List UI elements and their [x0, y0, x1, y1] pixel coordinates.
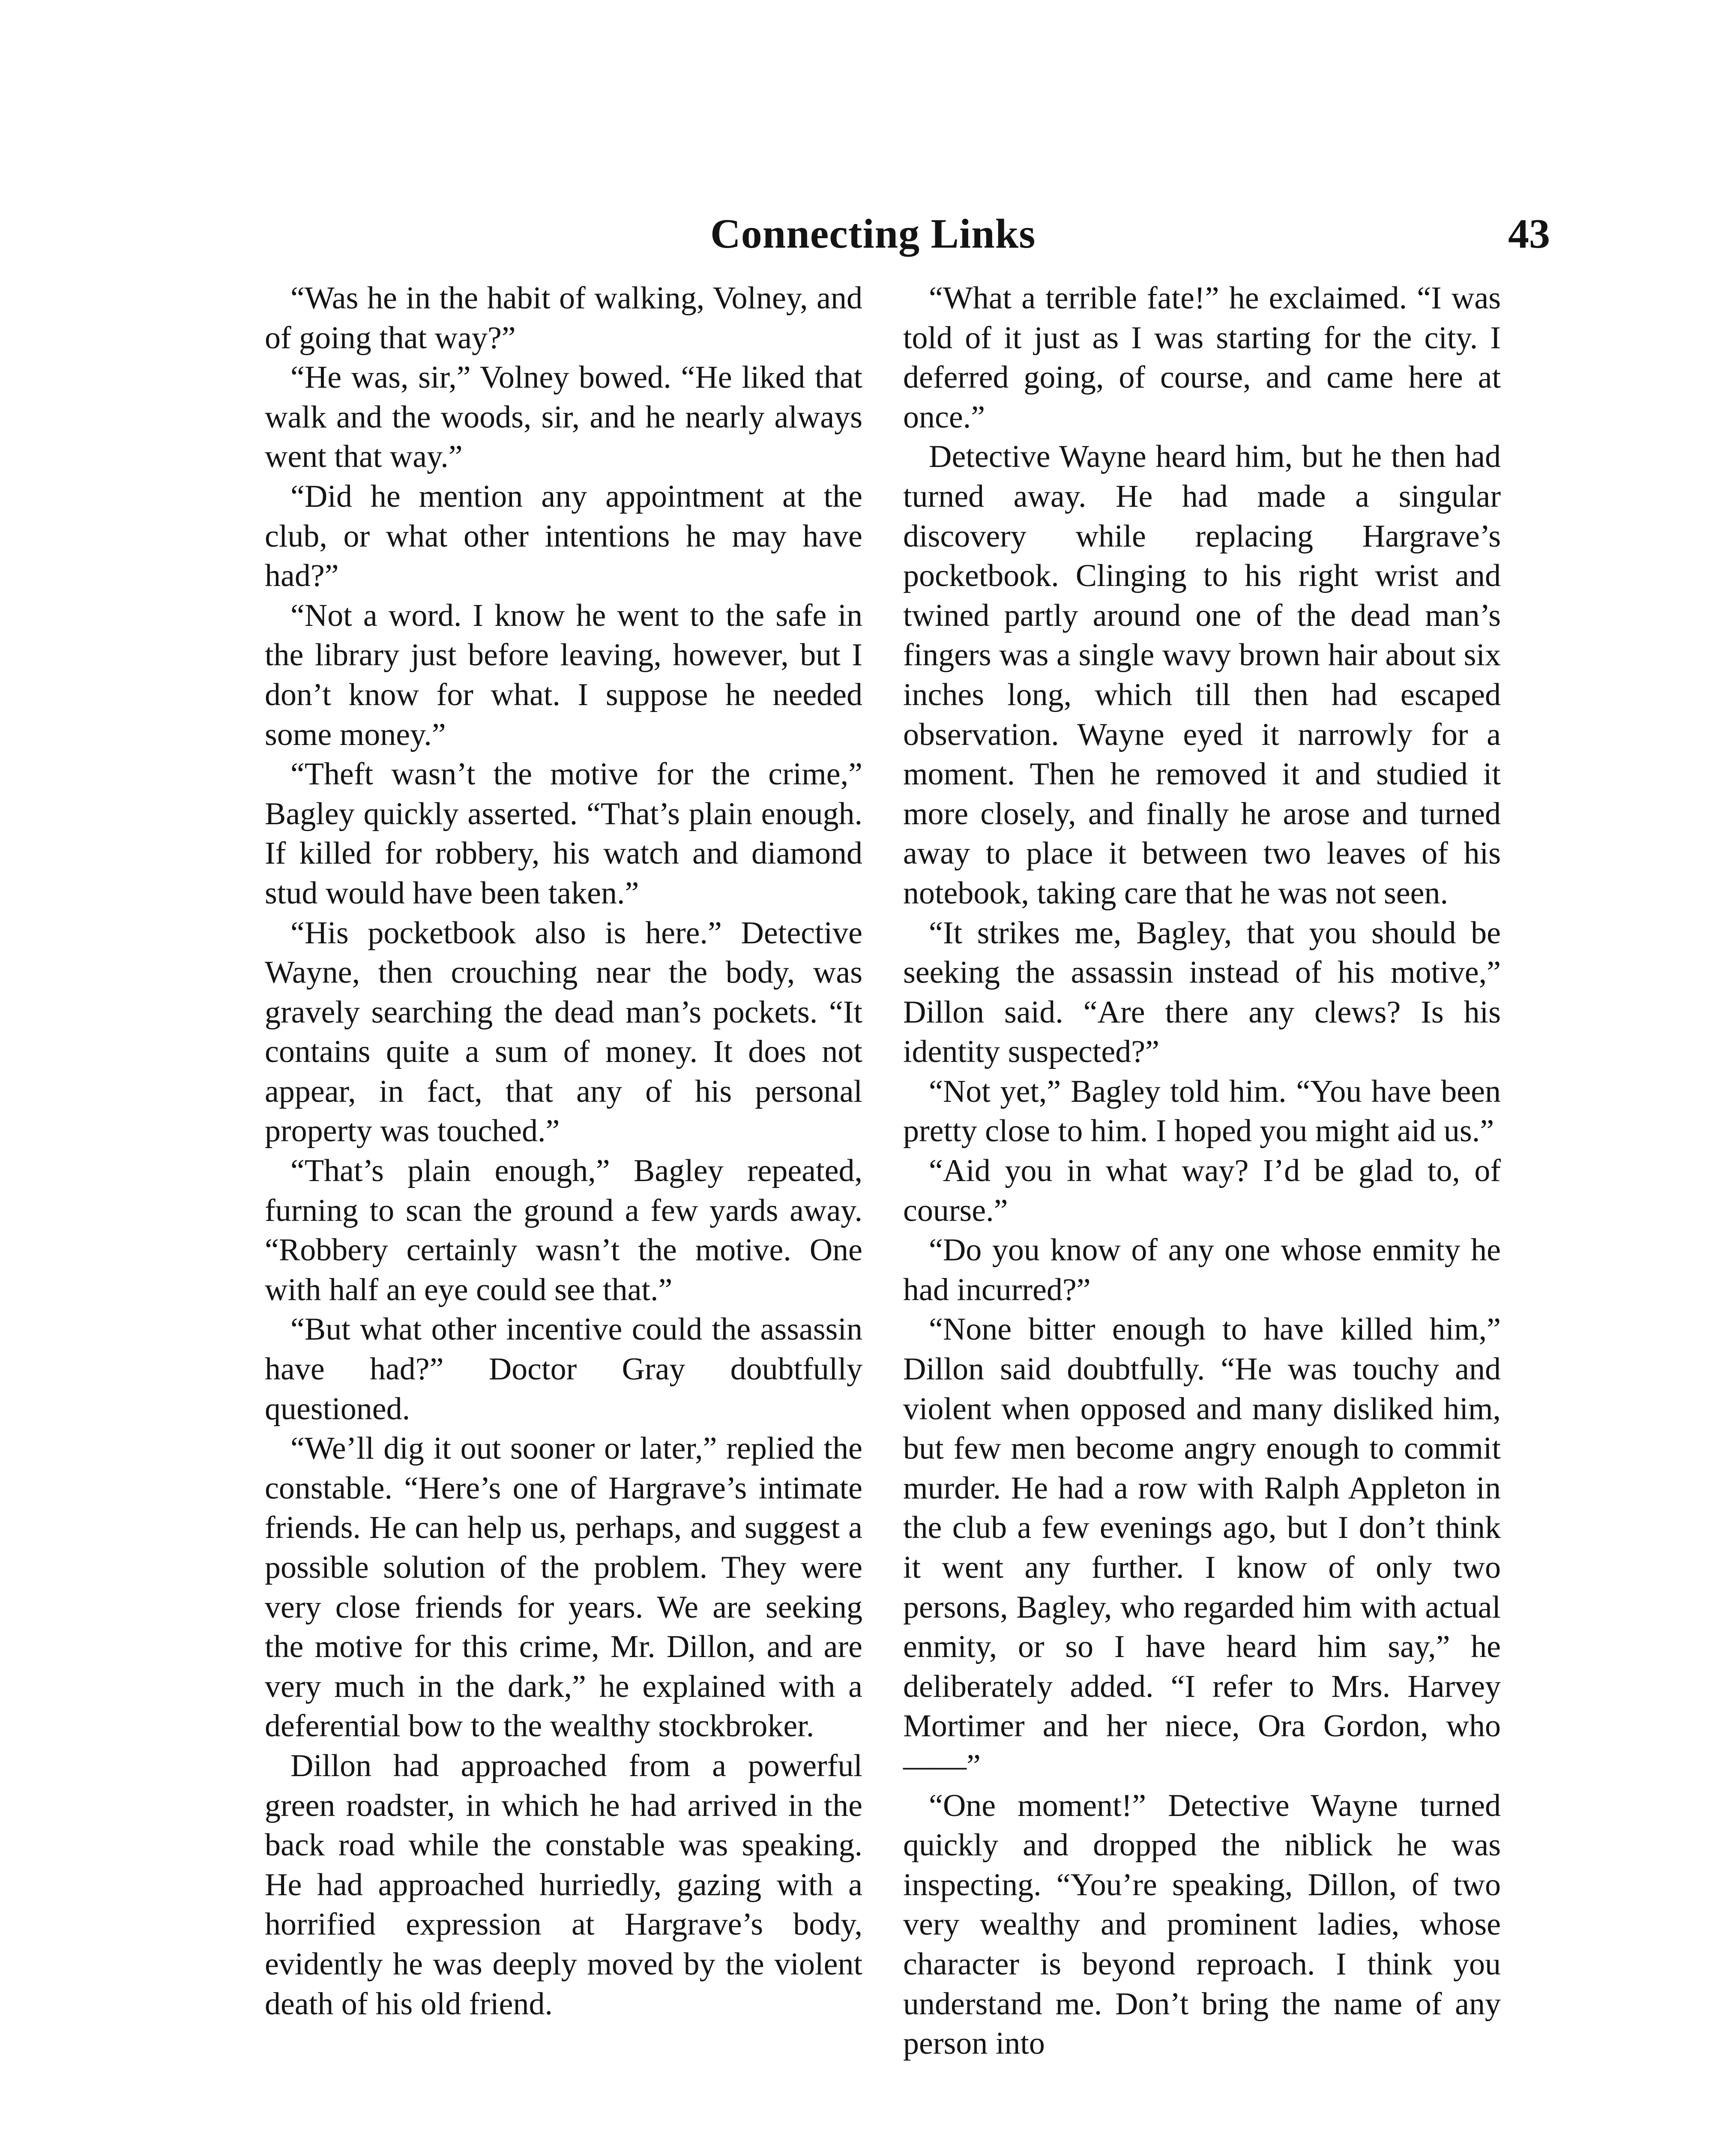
- text-columns: [265, 278, 1550, 2142]
- paragraph: “We’ll dig it out sooner or later,” replied the constable. “Here’s one of Hargrave’s intimate friends. He can help us, perhaps, and suggest a possible solution of the problem. They were very close friends for years. We are seeking the motive for this crime, Mr. Dillon, and are very much in the dark,” he explained with a deferential bow to the wealthy stockbroker.: [265, 1431, 862, 1744]
- paragraph: “Not yet,” Bagley told him. “You have been pretty close to him. I hoped you might aid us.”: [903, 1074, 1501, 1149]
- page-number: 43: [1508, 211, 1550, 257]
- paragraph: “But what other incentive could the assassin have had?” Doctor Gray doubtfully questioned.: [265, 1312, 862, 1427]
- paragraph: “Do you know of any one whose enmity he had incurred?”: [903, 1233, 1501, 1307]
- page-header: [265, 210, 1550, 278]
- left-column: [265, 278, 862, 2024]
- paragraph: Dillon had approached from a powerful green roadster, in which he had arrived in the back road while the constable was speaking. He had approached hurriedly, gazing with a horrified expression at Hargrave’s body, evidently he was deeply moved by the violent death of his old friend.: [265, 1748, 862, 2022]
- paragraph: “He was, sir,” Volney bowed. “He liked that walk and the woods, sir, and he nearly always went that way.”: [265, 360, 862, 475]
- paragraph: Detective Wayne heard him, but he then had turned away. He had made a singular discovery while replacing Hargrave’s pocketbook. Clinging to his right wrist and twined partly around one of the dead man’s fingers was a single wavy brown hair about six inches long, which till then had escaped observation. Wayne eyed it narrowly for a moment. Then he removed it and studied it more closely, and finally he arose and turned away to place it between two leaves of his notebook, taking care that he was not seen.: [903, 439, 1501, 911]
- paragraph: “What a terrible fate!” he exclaimed. “I was told of it just as I was starting for the city. I deferred going, of course, and came here at once.”: [903, 281, 1501, 435]
- paragraph: “Not a word. I know he went to the safe in the library just before leaving, however, but I don’t know for what. I suppose he needed some money.”: [265, 598, 862, 752]
- paragraph: “Aid you in what way? I’d be glad to, of course.”: [903, 1153, 1501, 1228]
- paragraph: “Theft wasn’t the motive for the crime,” Bagley quickly asserted. “That’s plain enough. If killed for robbery, his watch and diamond stud would have been taken.”: [265, 757, 862, 911]
- right-column: [903, 278, 1501, 2064]
- paragraph: “Did he mention any appointment at the club, or what other intentions he may have had?”: [265, 479, 862, 594]
- paragraph: “That’s plain enough,” Bagley repeated, furning to scan the ground a few yards away. “Robbery certainly wasn’t the motive. One with half an eye could see that.”: [265, 1153, 862, 1307]
- running-title: Connecting Links: [710, 211, 1036, 257]
- paragraph: “Was he in the habit of walking, Volney, and of going that way?”: [265, 281, 862, 356]
- paragraph: “His pocketbook also is here.” Detective Wayne, then crouching near the body, was gravely searching the dead man’s pockets. “It contains quite a sum of money. It does not appear, in fact, that any of his personal property was touched.”: [265, 915, 862, 1149]
- paragraph: “One moment!” Detective Wayne turned quickly and dropped the niblick he was inspecting. “You’re speaking, Dillon, of two very wealthy and prominent ladies, whose character is beyond reproach. I think you understand me. Don’t bring the name of any person into: [903, 1788, 1501, 2061]
- paragraph: “It strikes me, Bagley, that you should be seeking the assassin instead of his motive,” Dillon said. “Are there any clews? Is his identity suspected?”: [903, 915, 1501, 1070]
- paragraph: “None bitter enough to have killed him,” Dillon said doubtfully. “He was touchy and violent when opposed and many disliked him, but few men become angry enough to commit murder. He had a row with Ralph Appleton in the club a few evenings ago, but I don’t think it went any further. I know of only two persons, Bagley, who regarded him with actual enmity, or so I have heard him say,” he deliberately added. “I refer to Mrs. Harvey Mortimer and her niece, Ora Gordon, who——”: [903, 1312, 1501, 1783]
